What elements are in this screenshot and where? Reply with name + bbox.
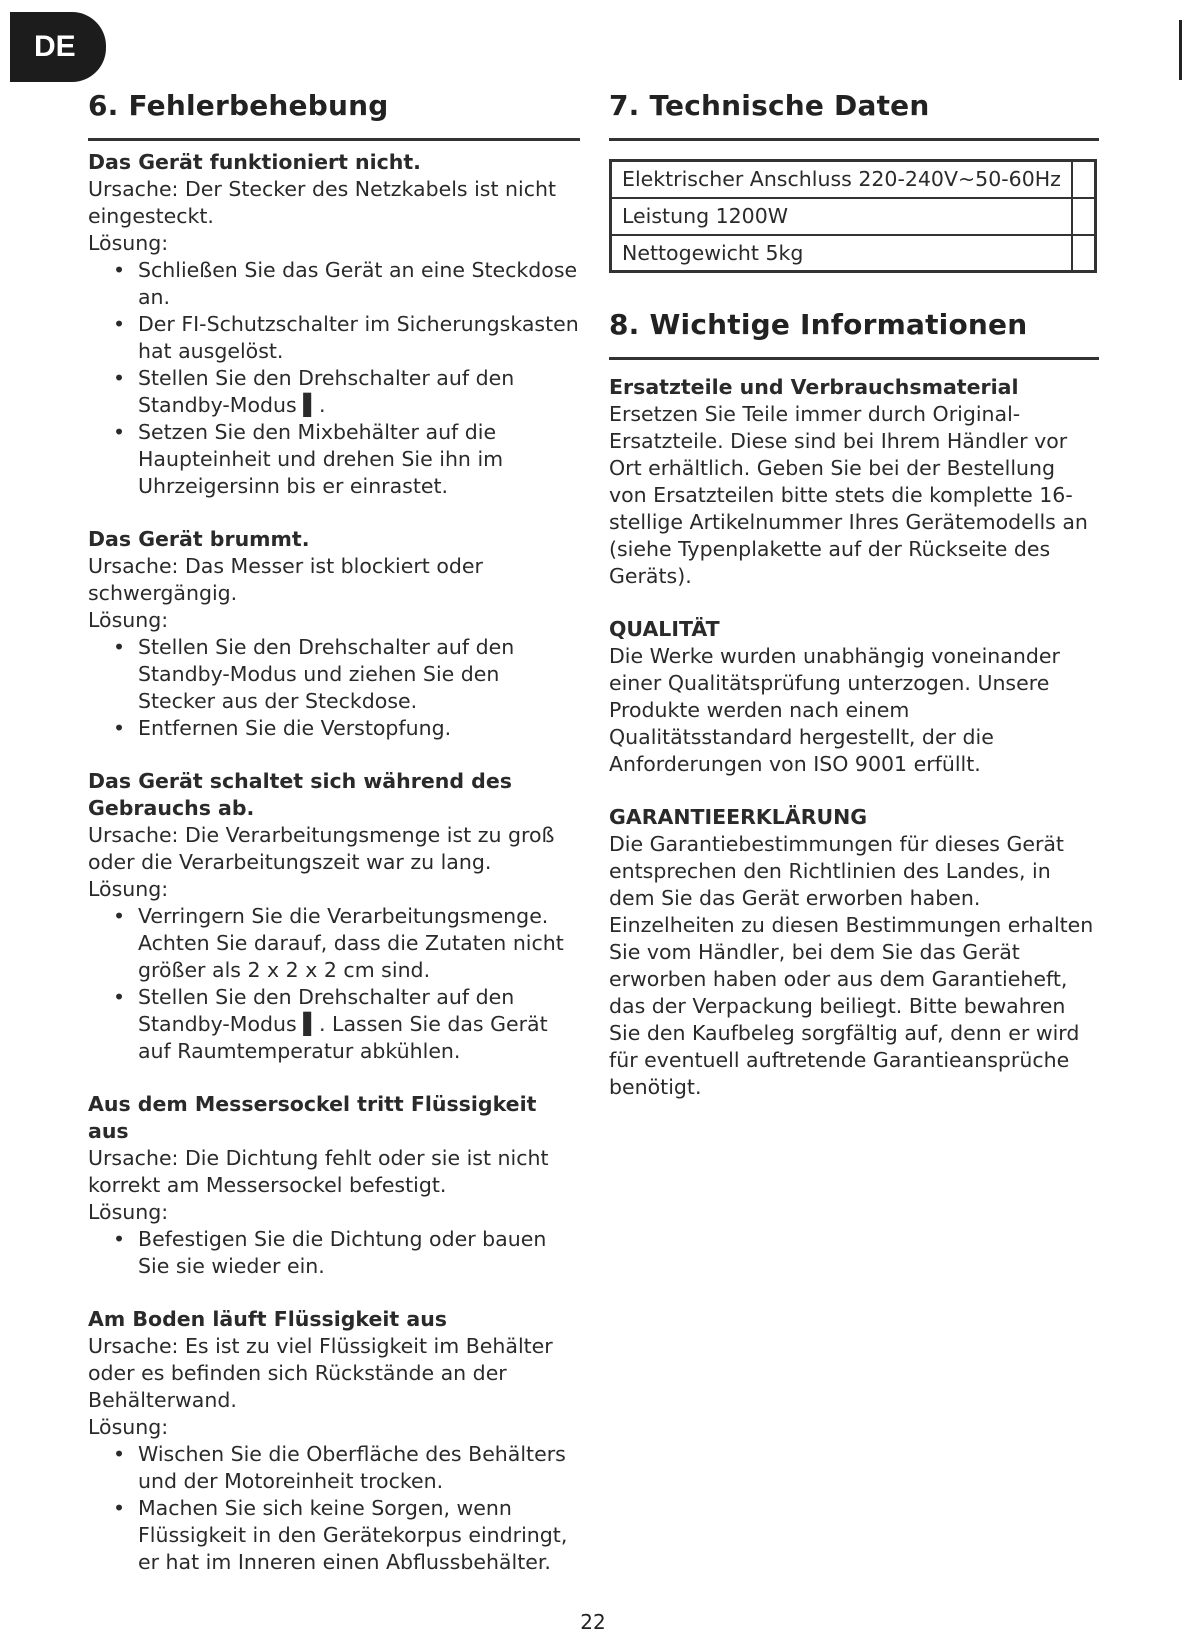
troubleshooting-column [88,84,580,1576]
trouble-block [88,526,580,742]
page-edge-line [1179,20,1182,80]
table-row [611,161,1096,198]
trouble-cause: Ursache: Das Messer ist blockiert oder schwergängig. [88,554,483,605]
section-title-specs: 7. Technische Daten [609,84,1099,141]
section-title-important-info: 8. Wichtige Informationen [609,303,1099,360]
solution-list [88,1226,580,1280]
solution-item: • Wischen Sie die Oberfläche des Behälters und der Motoreinheit trocken. [113,1442,566,1493]
info-text: Ersetzen Sie Teile immer durch Original-Ersatzteile. Diese sind bei Ihrem Händler vor Ort erhältlich. Geben Sie bei der Bestellung von Ersatzteilen bitte stets die komplette 16-stellige Artikelnummer Ihres Gerätemodells an (siehe Typenplakette auf der Rückseite des Geräts). [609,402,1088,588]
trouble-heading: Das Gerät brummt. [88,527,310,551]
solution-list [88,903,580,1065]
table-cell: Elektrischer Anschluss 220-240V~50-60Hz [611,161,1072,198]
solution-item: • Entfernen Sie die Verstopfung. [113,716,452,740]
table-cell: Leistung 1200W [611,198,1072,235]
solution-label: Lösung: [88,1415,169,1439]
solution-list [88,1441,580,1576]
trouble-cause: Ursache: Der Stecker des Netzkabels ist nicht eingesteckt. [88,177,557,228]
solution-label: Lösung: [88,877,169,901]
trouble-block [88,1306,580,1576]
trouble-cause: Ursache: Die Verarbeitungsmenge ist zu groß oder die Verarbeitungszeit war zu lang. [88,823,555,874]
specs-table [609,159,1097,273]
solution-item: • Setzen Sie den Mixbehälter auf die Haupteinheit und drehen Sie ihn im Uhrzeigersinn bis er einrastet. [113,420,504,498]
solution-item: • Schließen Sie das Gerät an eine Steckdose an. [113,258,578,309]
trouble-heading: Aus dem Messersockel tritt Flüssigkeit aus [88,1092,537,1143]
solution-list [88,634,580,742]
solution-item: • Stellen Sie den Drehschalter auf den Standby-Modus ▌. Lassen Sie das Gerät auf Raumtemperatur abkühlen. [113,985,548,1063]
info-section [609,616,1099,778]
trouble-cause: Ursache: Die Dichtung fehlt oder sie ist nicht korrekt am Messersockel befestigt. [88,1146,549,1197]
trouble-block [88,768,580,1065]
info-text: Die Werke wurden unabhängig voneinander einer Qualitätsprüfung unterzogen. Unsere Produkte werden nach einem Qualitätsstandard hergestellt, der die Anforderungen von ISO 9001 erfüllt. [609,644,1060,776]
info-section [609,804,1099,1101]
page-number: 22 [580,1610,606,1634]
solution-label: Lösung: [88,608,169,632]
solution-list [88,257,580,500]
info-text: Die Garantiebestimmungen für dieses Gerät entsprechen den Richtlinien des Landes, in dem Sie das Gerät erworben haben. Einzelheiten zu diesen Bestimmungen erhalten Sie vom Händler, bei dem Sie das Gerät erworben haben oder aus dem Garantieheft, das der Verpackung beiliegt. Bitte bewahren Sie den Kaufbeleg sorgfältig auf, denn er wird für eventuell auftretende Garantieansprüche benötigt. [609,832,1094,1099]
trouble-cause: Ursache: Es ist zu viel Flüssigkeit im Behälter oder es befinden sich Rückstände an der Behälterwand. [88,1334,553,1412]
trouble-heading: Das Gerät schaltet sich während des Gebrauchs ab. [88,769,512,820]
trouble-block [88,149,580,500]
trouble-block [88,1091,580,1280]
info-heading: GARANTIEERKLÄRUNG [609,805,868,829]
section-title-troubleshooting: 6. Fehlerbehebung [88,84,580,141]
solution-item: • Stellen Sie den Drehschalter auf den Standby-Modus ▌. [113,366,515,417]
table-cell [1072,161,1096,198]
solution-label: Lösung: [88,231,169,255]
solution-item: • Verringern Sie die Verarbeitungsmenge. Achten Sie darauf, dass die Zutaten nicht größer als 2 x 2 x 2 cm sind. [113,904,564,982]
table-cell [1072,198,1096,235]
table-cell: Nettogewicht 5kg [611,235,1072,272]
table-row [611,198,1096,235]
solution-item: • Befestigen Sie die Dichtung oder bauen Sie sie wieder ein. [113,1227,547,1278]
language-tab: DE [10,12,106,82]
table-cell [1072,235,1096,272]
info-column [609,84,1099,1101]
trouble-heading: Am Boden läuft Flüssigkeit aus [88,1307,448,1331]
solution-item: • Stellen Sie den Drehschalter auf den Standby-Modus und ziehen Sie den Stecker aus der Steckdose. [113,635,515,713]
info-heading: QUALITÄT [609,617,720,641]
solution-item: • Der FI-Schutzschalter im Sicherungskasten hat ausgelöst. [113,312,579,363]
solution-item: • Machen Sie sich keine Sorgen, wenn Flüssigkeit in den Gerätekorpus eindringt, er hat im Inneren einen Abflussbehälter. [113,1496,568,1574]
solution-label: Lösung: [88,1200,169,1224]
info-heading: Ersatzteile und Verbrauchsmaterial [609,375,1019,399]
table-row [611,235,1096,272]
trouble-heading: Das Gerät funktioniert nicht. [88,150,421,174]
info-section [609,374,1099,590]
